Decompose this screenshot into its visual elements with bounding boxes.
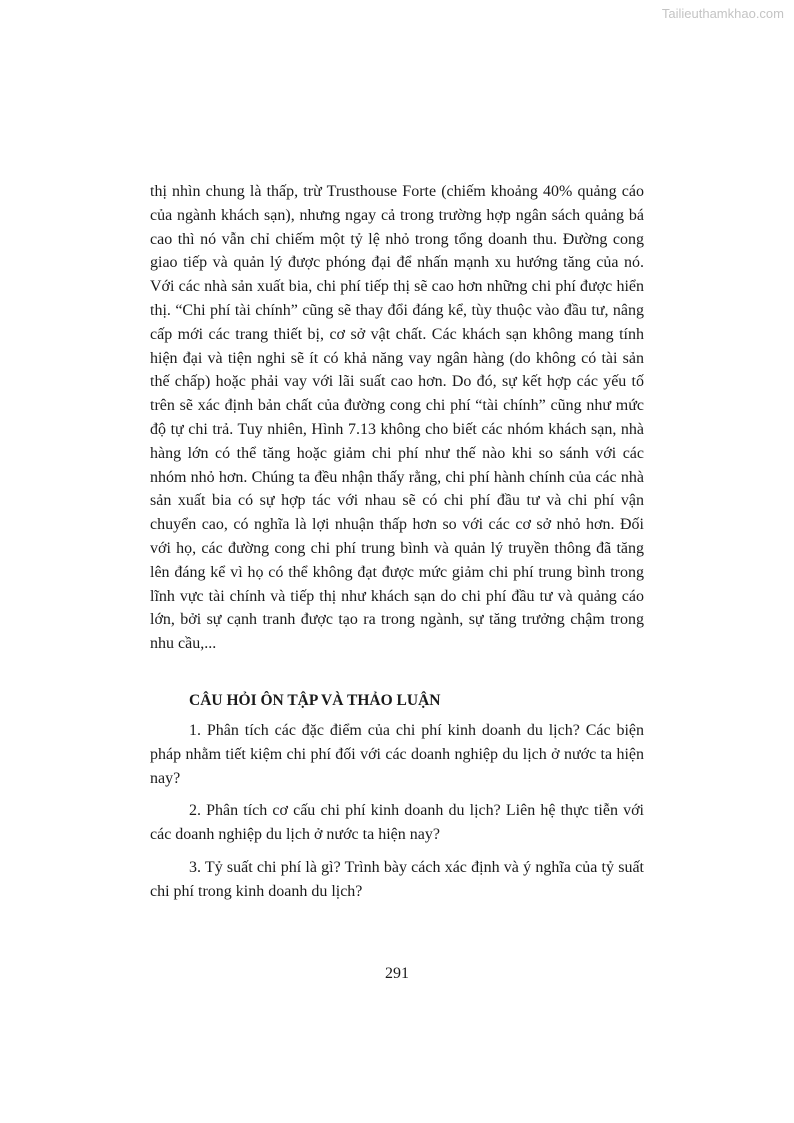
- question-1: 1. Phân tích các đặc điểm của chi phí kinh doanh du lịch? Các biện pháp nhằm tiết kiệm chi phí đối với các doanh nghiệp du lịch ở nước ta hiện nay?: [150, 721, 644, 787]
- section-heading: CÂU HỎI ÔN TẬP VÀ THẢO LUẬN: [189, 691, 441, 709]
- question-3: 3. Tỷ suất chi phí là gì? Trình bày cách xác định và ý nghĩa của tỷ suất chi phí trong kinh doanh du lịch?: [150, 858, 644, 900]
- page-number: 291: [385, 965, 409, 982]
- page-content: [150, 180, 644, 913]
- watermark: Tailieuthamkhao.com: [661, 6, 784, 21]
- body-paragraph: thị nhìn chung là thấp, trừ Trusthouse Forte (chiếm khoảng 40% quảng cáo của ngành khách sạn), nhưng ngay cả trong trường hợp ngân sách quảng bá cao thì nó vẫn chỉ chiếm một tỷ lệ nhỏ trong tổng doanh thu. Đường cong giao tiếp và quản lý được phóng đại để nhấn mạnh xu hướng tăng của nó. Với các nhà sản xuất bia, chi phí tiếp thị sẽ cao hơn những chi phí được hiển thị. “Chi phí tài chính” cũng sẽ thay đổi đáng kể, tùy thuộc vào đầu tư, nâng cấp mới các trang thiết bị, cơ sở vật chất. Các khách sạn không mang tính hiện đại và tiện nghi sẽ ít có khả năng vay ngân hàng (do không có tài sản thế chấp) hoặc phải vay với lãi suất cao hơn. Do đó, sự kết hợp các yếu tố trên sẽ xác định bản chất của đường cong chi phí “tài chính” cũng như mức độ tự chi trả. Tuy nhiên, Hình 7.13 không cho biết các nhóm khách sạn, nhà hàng lớn có thể tăng hoặc giảm chi phí như thế nào khi so sánh với các nhóm nhỏ hơn. Chúng ta đều nhận thấy rằng, chi phí hành chính của các nhà sản xuất bia có sự hợp tác với nhau sẽ có chi phí đầu tư và chi phí vận chuyển cao, có nghĩa là lợi nhuận thấp hơn so với các cơ sở nhỏ hơn. Đối với họ, các đường cong chi phí trung bình và quản lý truyền thông đã tăng lên đáng kể vì họ có thể không đạt được mức giảm chi phí trung bình trong lĩnh vực tài chính và tiếp thị như khách sạn do chi phí đầu tư và quảng cáo lớn, bởi sự cạnh tranh được tạo ra trong ngành, sự tăng trưởng chậm trong nhu cầu,...: [150, 183, 644, 653]
- question-2: 2. Phân tích cơ cấu chi phí kinh doanh du lịch? Liên hệ thực tiễn với các doanh nghiệp du lịch ở nước ta hiện nay?: [150, 802, 644, 844]
